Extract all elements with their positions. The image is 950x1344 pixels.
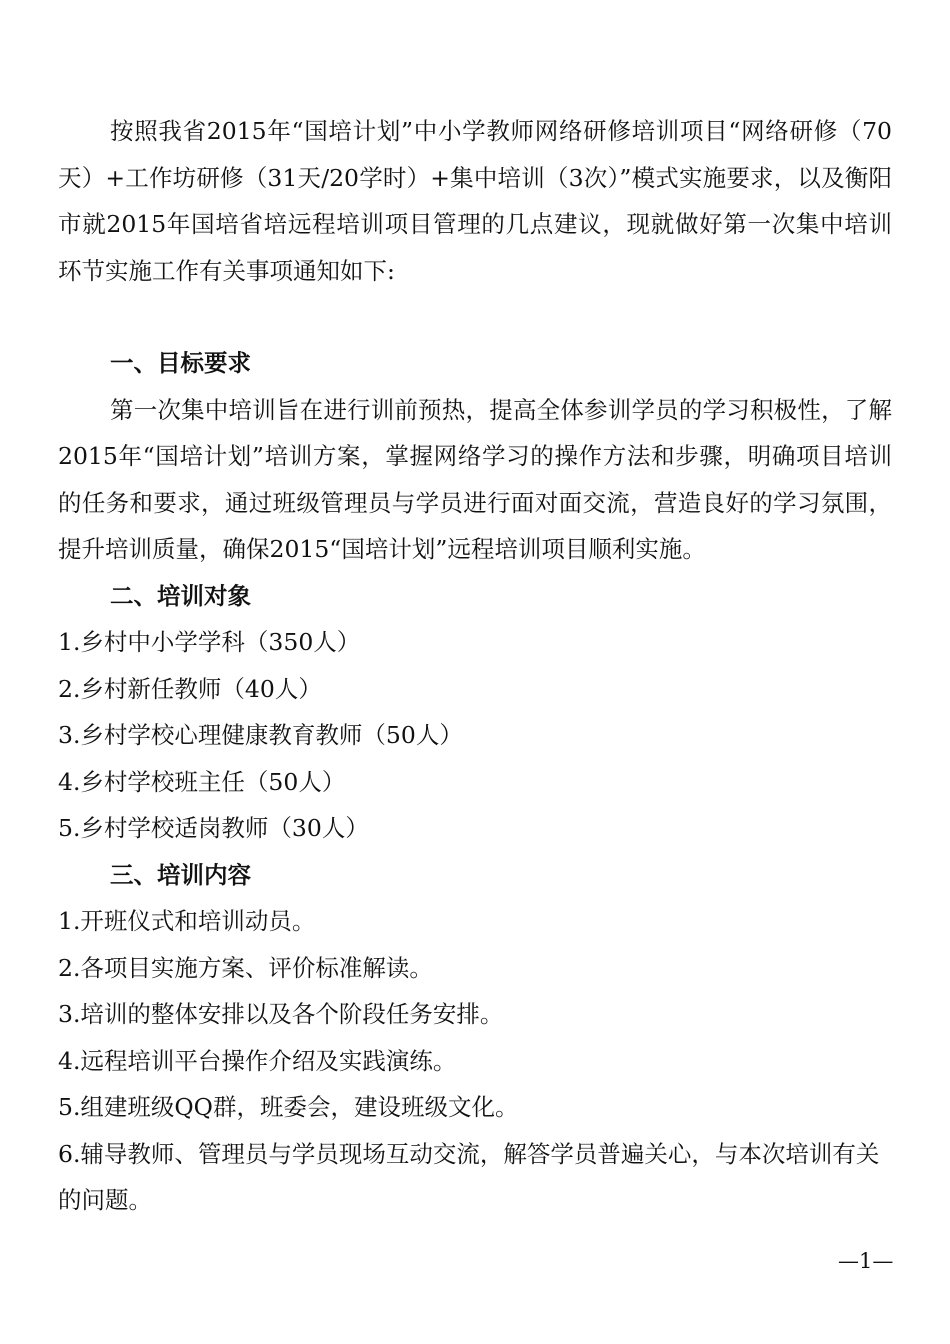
section-heading-content: 三、培训内容	[110, 860, 251, 889]
participant-item: 1.乡村中小学学科（350人）	[58, 628, 361, 656]
participant-item: 3.乡村学校心理健康教育教师（50人）	[58, 721, 463, 749]
section-heading-goals: 一、目标要求	[110, 349, 251, 377]
content-item: 4.远程培训平台操作介绍及实践演练。	[58, 1046, 457, 1075]
content-item: 1.开班仪式和培训动员。	[58, 907, 316, 935]
participant-item: 2.乡村新任教师（40人）	[58, 674, 322, 703]
participant-item: 4.乡村学校班主任（50人）	[58, 767, 346, 796]
intro-paragraph: 按照我省2015年“国培计划”中小学教师网络研修培训项目“网络研修（70天）+工作坊研修（31天/20学时）+集中培训（3次）”模式实施要求，以及衡阳市就2015年国培省培远程培训项目管理的几点建议，现就做好第一次集中培训环节实施工作有关事项通知如下:	[58, 117, 892, 285]
content-item: 2.各项目实施方案、评价标准解读。	[58, 953, 433, 982]
goals-paragraph: 第一次集中培训旨在进行训前预热，提高全体参训学员的学习积极性，了解2015年“国培计划”培训方案，掌握网络学习的操作方法和步骤，明确项目培训的任务和要求，通过班级管理员与学员进行面对面交流，营造良好的学习氛围，提升培训质量，确保2015“国培计划”远程培训项目顺利实施。	[58, 395, 892, 563]
document-body	[58, 108, 892, 1224]
page-number: —1—	[838, 1249, 894, 1273]
content-item: 6.辅导教师、管理员与学员现场互动交流，解答学员普遍关心，与本次培训有关的问题。	[58, 1139, 880, 1214]
section-heading-participants: 二、培训对象	[110, 581, 251, 610]
content-item: 3.培训的整体安排以及各个阶段任务安排。	[58, 1000, 504, 1028]
paragraph-spacer	[58, 294, 892, 340]
content-item: 5.组建班级QQ群，班委会，建设班级文化。	[58, 1093, 519, 1121]
participant-item: 5.乡村学校适岗教师（30人）	[58, 814, 369, 842]
